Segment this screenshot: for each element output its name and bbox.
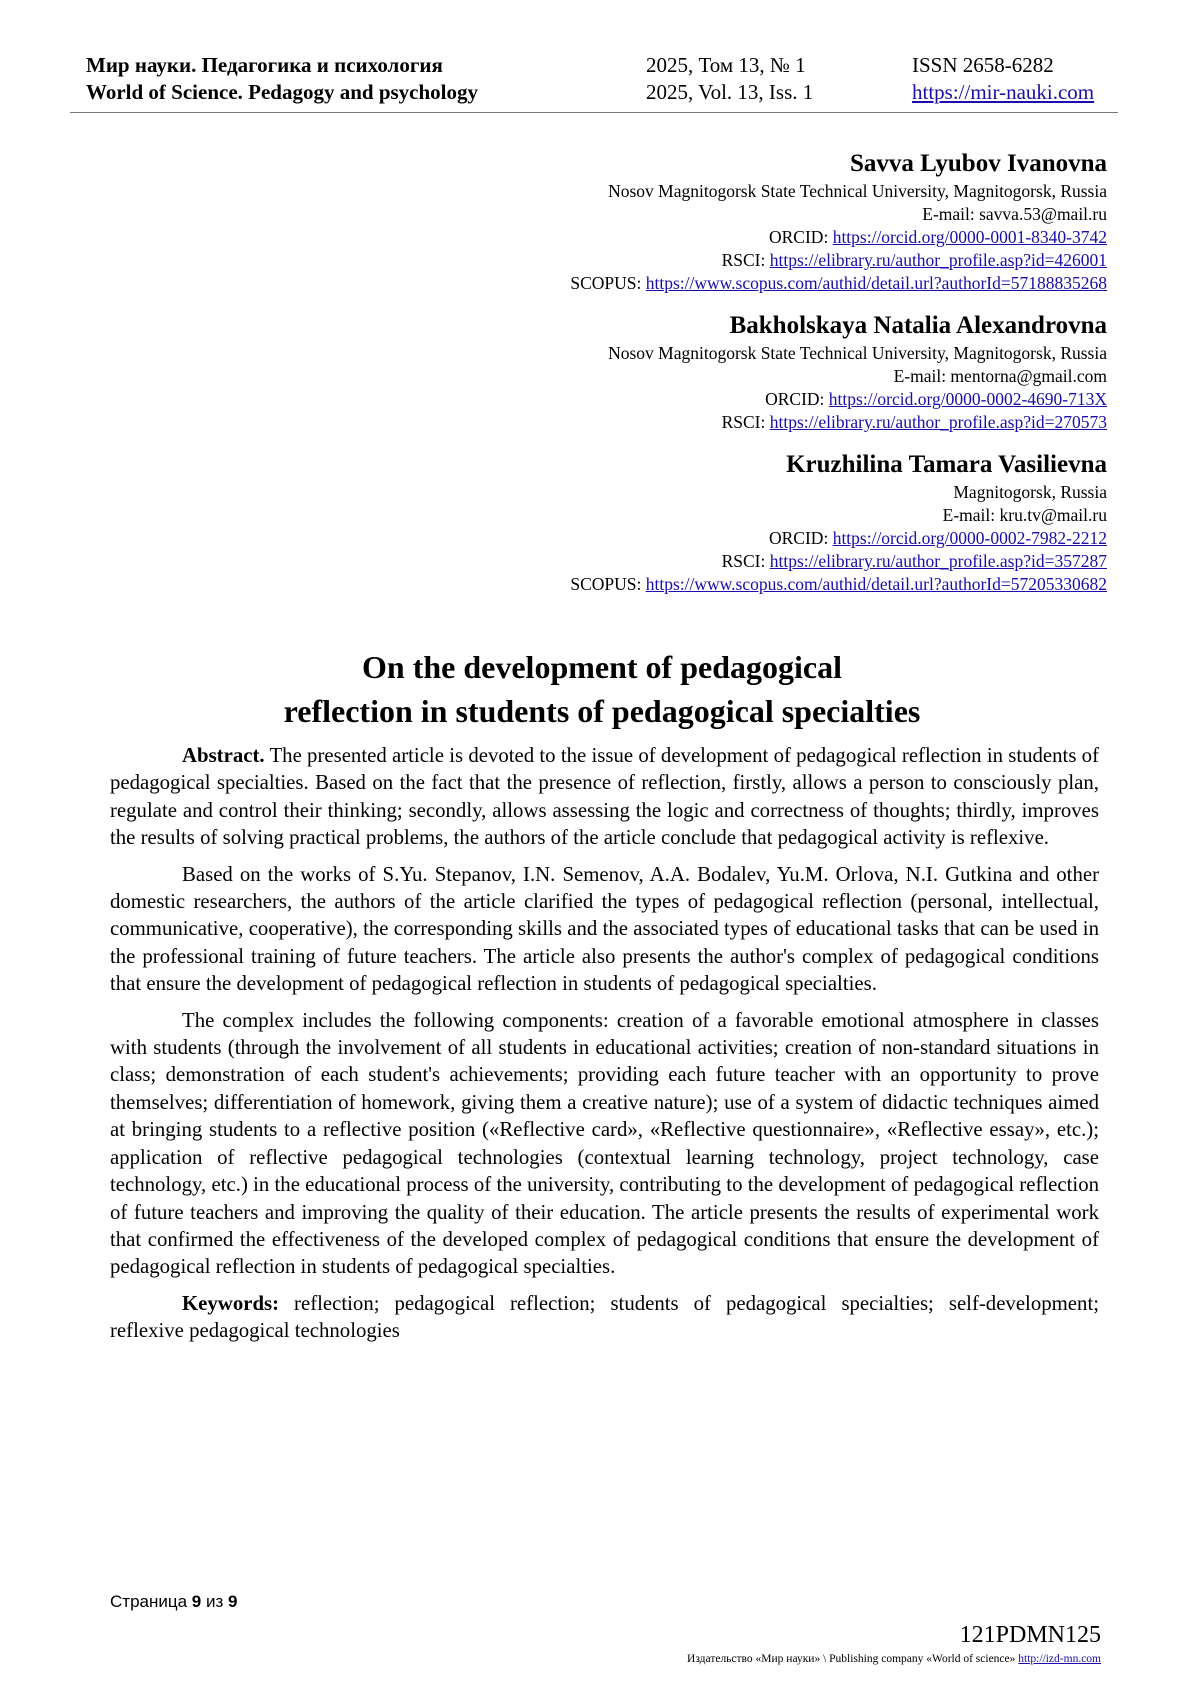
orcid-link[interactable]: https://orcid.org/0000-0002-7982-2212 bbox=[832, 528, 1107, 548]
page-prefix: Страница bbox=[110, 1592, 192, 1611]
author-name: Savva Lyubov Ivanovna bbox=[849, 150, 1107, 177]
scopus-link[interactable]: https://www.scopus.com/authid/detail.url?authorId=57205330682 bbox=[645, 574, 1107, 594]
rsci-label: RSCI: bbox=[721, 250, 770, 270]
author-block bbox=[570, 148, 1107, 295]
issn: ISSN 2658-6282 bbox=[912, 53, 1054, 77]
orcid-label: ORCID: bbox=[769, 528, 833, 548]
rsci-link[interactable]: https://elibrary.ru/author_profile.asp?id=426001 bbox=[769, 250, 1107, 270]
scopus-label: SCOPUS: bbox=[570, 273, 646, 293]
article-title bbox=[86, 645, 1118, 733]
page-total: 9 bbox=[228, 1592, 238, 1611]
author-orcid bbox=[570, 226, 1107, 249]
author-name: Bakholskaya Natalia Alexandrovna bbox=[729, 312, 1107, 339]
author-rsci bbox=[570, 550, 1107, 573]
author-name: Kruzhilina Tamara Vasilievna bbox=[786, 451, 1107, 478]
article-body bbox=[110, 742, 1099, 1354]
author-affiliation: Nosov Magnitogorsk State Technical University, Magnitogorsk, Russia bbox=[608, 181, 1107, 201]
scopus-link[interactable]: https://www.scopus.com/authid/detail.url?authorId=57188835268 bbox=[645, 273, 1107, 293]
issue-ru: 2025, Том 13, № 1 bbox=[646, 53, 806, 77]
issn-info bbox=[912, 52, 1094, 106]
publisher-text: Издательство «Мир науки» \ Publishing company «World of science» bbox=[687, 1653, 1019, 1665]
orcid-label: ORCID: bbox=[769, 227, 833, 247]
abstract-paragraph: Based on the works of S.Yu. Stepanov, I.N. Semenov, A.A. Bodalev, Yu.M. Orlova, N.I. Gutkina and other domestic researchers, the authors of the article clarified the types of pedagogical reflection (personal, intellectual, communicative, cooperative), the corresponding skills and the associated types of educational tasks that can be used in the professional training of future teachers. The article also presents the author's complex of pedagogical conditions that ensure the development of pedagogical reflection in students of pedagogical specialties. bbox=[110, 862, 1099, 996]
journal-title bbox=[86, 52, 478, 106]
author-email: E-mail: mentorna@gmail.com bbox=[893, 366, 1107, 386]
author-rsci bbox=[570, 249, 1107, 272]
author-list bbox=[570, 148, 1107, 611]
keywords-paragraph bbox=[110, 1290, 1099, 1345]
author-rsci bbox=[570, 411, 1107, 434]
header-divider bbox=[70, 112, 1118, 113]
author-orcid bbox=[570, 388, 1107, 411]
title-line-1: On the development of pedagogical bbox=[362, 649, 842, 685]
journal-title-en: World of Science. Pedagogy and psychology bbox=[86, 80, 479, 104]
author-affiliation: Nosov Magnitogorsk State Technical University, Magnitogorsk, Russia bbox=[608, 343, 1107, 363]
rsci-label: RSCI: bbox=[721, 551, 770, 571]
keywords-label: Keywords: bbox=[182, 1291, 280, 1315]
author-email: E-mail: savva.53@mail.ru bbox=[922, 204, 1107, 224]
website-link[interactable]: https://mir-nauki.com bbox=[912, 80, 1095, 104]
abstract-label: Abstract. bbox=[182, 744, 265, 767]
author-scopus bbox=[570, 573, 1107, 596]
page-current: 9 bbox=[191, 1592, 202, 1611]
abstract-paragraph: The complex includes the following components: creation of a favorable emotional atmosphere in classes with students (through the involvement of all students in educational activities; creation of non-standard situations in class; demonstration of each student's achievements; providing each future teacher with an opportunity to prove themselves; differentiation of homework, giving them a creative nature); use of a system of didactic techniques aimed at bringing students to a reflective position («Reflective card», «Reflective questionnaire», «Reflective essay», etc.); application of reflective pedagogical technologies (contextual learning technology, project technology, case technology, etc.) in the educational process of the university, contributing to the development of pedagogical reflection of future teachers and improving the quality of their education. The article presents the results of experimental work that confirmed the effectiveness of the developed complex of pedagogical conditions that ensure the development of pedagogical reflection in students of pedagogical specialties. bbox=[110, 1008, 1099, 1279]
scopus-label: SCOPUS: bbox=[570, 574, 646, 594]
author-block bbox=[570, 449, 1107, 596]
orcid-link[interactable]: https://orcid.org/0000-0001-8340-3742 bbox=[832, 227, 1107, 247]
orcid-link[interactable]: https://orcid.org/0000-0002-4690-713X bbox=[828, 389, 1107, 409]
rsci-link[interactable]: https://elibrary.ru/author_profile.asp?id=270573 bbox=[769, 412, 1107, 432]
journal-title-ru: Мир науки. Педагогика и психология bbox=[86, 53, 443, 77]
publisher-link[interactable]: http://izd-mn.com bbox=[1018, 1653, 1101, 1665]
author-affiliation: Magnitogorsk, Russia bbox=[953, 482, 1107, 502]
abstract-text: The presented article is devoted to the issue of development of pedagogical reflection in students of pedagogical specialties. Based on the fact that the presence of reflection, firstly, allows a person to consciously plan, regulate and control their thinking; secondly, allows assessing the logic and correctness of thoughts; thirdly, improves the results of solving practical problems, the authors of the article conclude that pedagogical activity is reflexive. bbox=[110, 744, 1099, 850]
abstract-paragraph bbox=[110, 742, 1099, 852]
keywords-text: reflection; pedagogical reflection; students of pedagogical specialties; self-development; reflexive pedagogical technologies bbox=[110, 1291, 1099, 1343]
issue-en: 2025, Vol. 13, Iss. 1 bbox=[646, 80, 814, 104]
page-separator: из bbox=[201, 1592, 228, 1611]
orcid-label: ORCID: bbox=[765, 389, 829, 409]
rsci-link[interactable]: https://elibrary.ru/author_profile.asp?id=357287 bbox=[769, 551, 1107, 571]
rsci-label: RSCI: bbox=[721, 412, 770, 432]
issue-info bbox=[646, 52, 813, 106]
author-email: E-mail: kru.tv@mail.ru bbox=[942, 505, 1107, 525]
author-scopus bbox=[570, 272, 1107, 295]
author-block bbox=[570, 310, 1107, 434]
page-counter bbox=[110, 1592, 237, 1612]
author-orcid bbox=[570, 527, 1107, 550]
title-line-2: reflection in students of pedagogical specialties bbox=[283, 693, 921, 729]
article-code: 121PDMN125 bbox=[959, 1622, 1101, 1648]
publisher-line bbox=[687, 1653, 1101, 1665]
